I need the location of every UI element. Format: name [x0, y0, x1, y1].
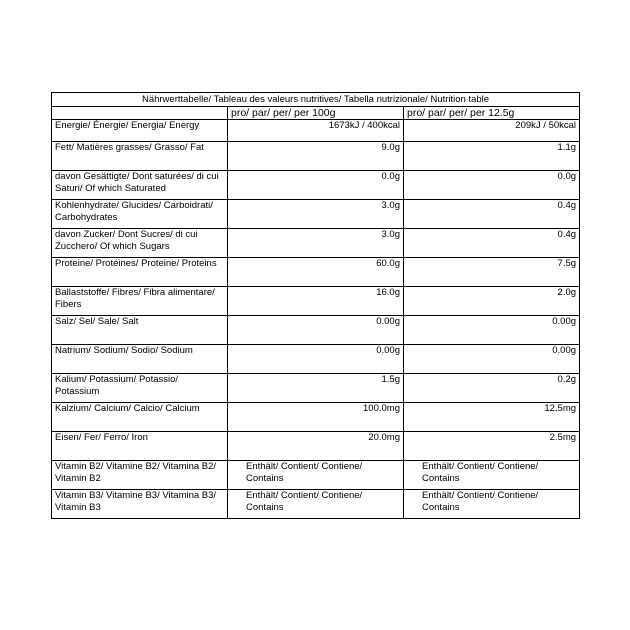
row-label: Salz/ Sel/ Sale/ Salt: [52, 316, 228, 345]
row-label: davon Zucker/ Dont Sucres/ di cui Zucchero/ Of which Sugars: [52, 229, 228, 258]
value-per-100g: 0.0g: [228, 171, 404, 200]
table-row: [52, 316, 580, 345]
row-label: Energie/ Énergie/ Energia/ Energy: [52, 120, 228, 142]
row-label: Vitamin B2/ Vitamine B2/ Vitamina B2/ Vitamin B2: [52, 461, 228, 490]
value-per-100g: 9.0g: [228, 142, 404, 171]
value-per-serving: 0.2g: [404, 374, 580, 403]
value-per-serving: 209kJ / 50kcal: [404, 120, 580, 142]
value-per-serving: 2.5mg: [404, 432, 580, 461]
row-label: davon Gesättigte/ Dont saturées/ di cui Saturi/ Of which Saturated: [52, 171, 228, 200]
row-label: Ballaststoffe/ Fibres/ Fibra alimentare/ Fibers: [52, 287, 228, 316]
value-per-100g: 60.0g: [228, 258, 404, 287]
row-label: Kalzium/ Calcium/ Calcio/ Calcium: [52, 403, 228, 432]
table-row: [52, 287, 580, 316]
header-per-100g: pro/ par/ per/ per 100g: [228, 107, 404, 120]
value-per-serving: 0.0g: [404, 171, 580, 200]
table-row: [52, 120, 580, 142]
table-row: [52, 258, 580, 287]
table-row: [52, 432, 580, 461]
row-label: Kalium/ Potassium/ Potassio/ Potassium: [52, 374, 228, 403]
value-per-serving: 7.5g: [404, 258, 580, 287]
value-per-serving: 0.00g: [404, 345, 580, 374]
table-row: [52, 461, 580, 490]
value-per-serving: 0.4g: [404, 200, 580, 229]
value-per-serving: 0.4g: [404, 229, 580, 258]
table-row: [52, 200, 580, 229]
value-per-100g: Enthält/ Contient/ Contiene/ Contains: [228, 490, 404, 519]
row-label: Kohlenhydrate/ Glucides/ Carboidrati/ Carbohydrates: [52, 200, 228, 229]
row-label: Proteine/ Protéines/ Proteine/ Proteins: [52, 258, 228, 287]
row-label: Vitamin B3/ Vitamine B3/ Vitamina B3/ Vitamin B3: [52, 490, 228, 519]
value-per-100g: 20.0mg: [228, 432, 404, 461]
table-row: [52, 374, 580, 403]
value-per-serving: 12.5mg: [404, 403, 580, 432]
value-per-serving: 2.0g: [404, 287, 580, 316]
table-row: [52, 142, 580, 171]
table-row: [52, 345, 580, 374]
value-per-100g: 1673kJ / 400kcal: [228, 120, 404, 142]
value-per-100g: 0.00g: [228, 345, 404, 374]
value-per-100g: 0.00g: [228, 316, 404, 345]
nutrition-table: [51, 92, 580, 519]
value-per-100g: 3.0g: [228, 200, 404, 229]
header-per-serving: pro/ par/ per/ per 12.5g: [404, 107, 580, 120]
value-per-serving: Enthält/ Contient/ Contiene/ Contains: [404, 490, 580, 519]
value-per-100g: 1.5g: [228, 374, 404, 403]
table-row: [52, 229, 580, 258]
row-label: Fett/ Matières grasses/ Grasso/ Fat: [52, 142, 228, 171]
value-per-100g: 100.0mg: [228, 403, 404, 432]
row-label: Eisen/ Fer/ Ferro/ Iron: [52, 432, 228, 461]
value-per-100g: 3.0g: [228, 229, 404, 258]
row-label: Natrium/ Sodium/ Sodio/ Sodium: [52, 345, 228, 374]
value-per-serving: Enthält/ Contient/ Contiene/ Contains: [404, 461, 580, 490]
header-label-cell: [52, 107, 228, 120]
value-per-100g: Enthält/ Contient/ Contiene/ Contains: [228, 461, 404, 490]
table-row: [52, 403, 580, 432]
table-row: [52, 490, 580, 519]
header-row: [52, 107, 580, 120]
table-row: [52, 171, 580, 200]
table-title: Nährwerttabelle/ Tableau des valeurs nutritives/ Tabella nutrizionale/ Nutrition table: [52, 93, 580, 107]
value-per-serving: 0.00g: [404, 316, 580, 345]
title-row: [52, 93, 580, 107]
value-per-serving: 1.1g: [404, 142, 580, 171]
value-per-100g: 16.0g: [228, 287, 404, 316]
